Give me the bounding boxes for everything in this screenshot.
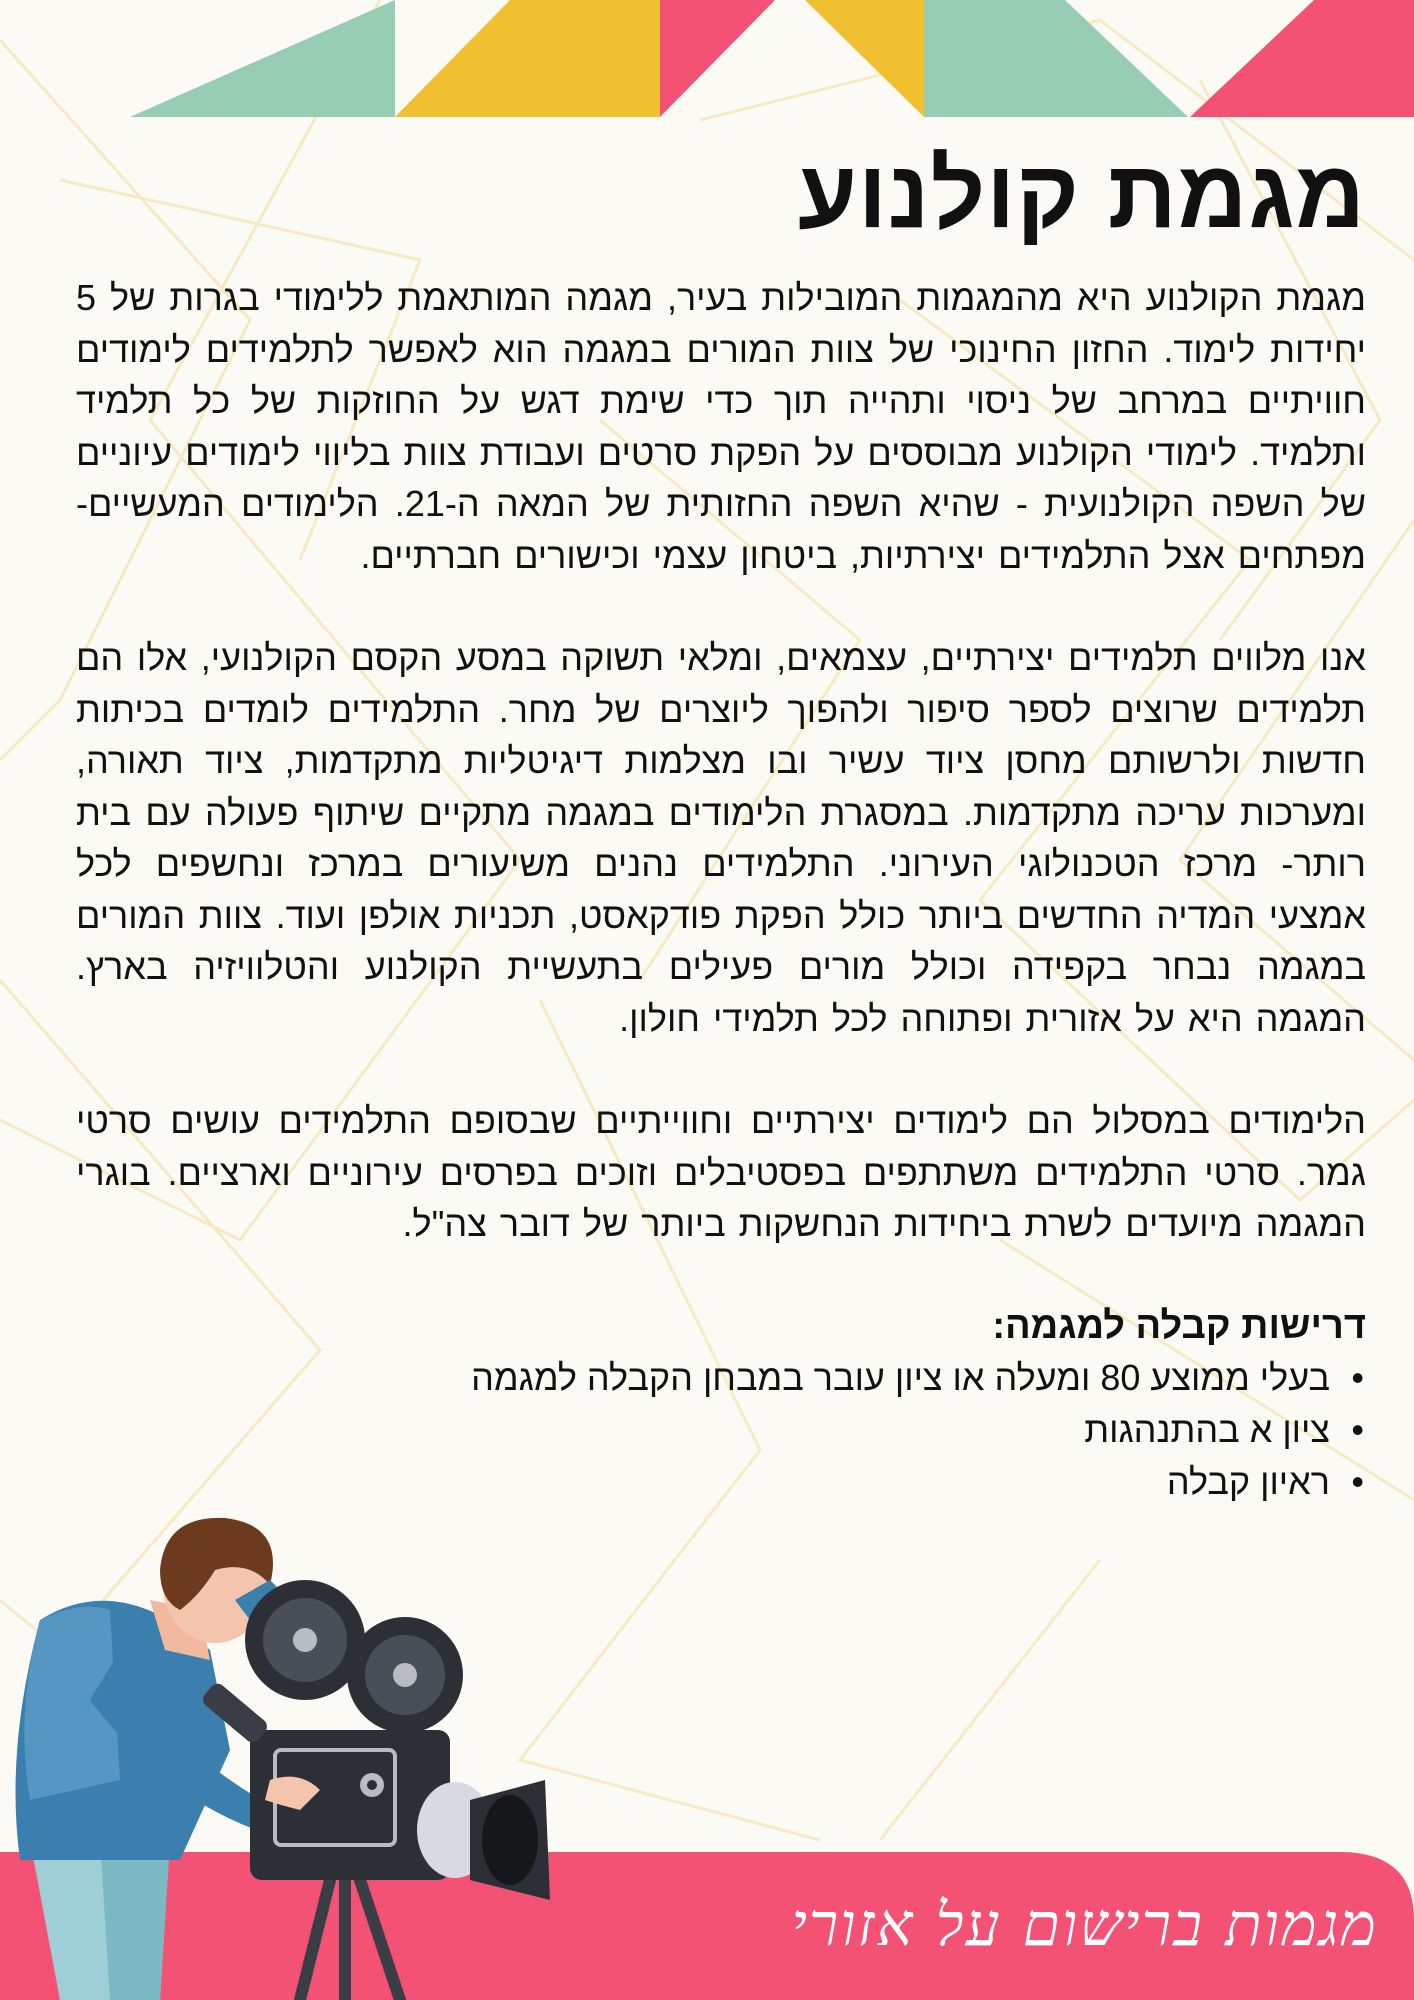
requirements-heading: דרישות קבלה למגמה: [992,1304,1366,1347]
requirement-text: בעלי ממוצע 80 ומעלה או ציון עובר במבחן הקבלה למגמה [471,1356,1330,1398]
page-title: מגמת קולנוע [797,141,1366,248]
bullet-icon: • [1351,1460,1364,1502]
paragraph-outcomes: הלימודים במסלול הם לימודים יצירתיים וחווייתיים שבסופם התלמידים עושים סרטי גמר. סרטי התלמידים משתתפים בפסטיבלים וזוכים בפרסים עירוניים וארציים. בוגרי המגמה מיועדים לשרת ביחידות הנחשקות ביותר של דובר צה"ל. [76,1100,1366,1245]
bullet-icon: • [1351,1356,1364,1398]
paragraph-intro: מגמת הקולנוע היא מהמגמות המובילות בעיר, מגמה המותאמת ללימודי בגרות של 5 יחידות לימוד. החזון החינוכי של צוות המורים במגמה הוא לאפשר לתלמידים לימודים חוויתיים במרחב של ניסוי ותהייה תוך כדי שימת דגש על החוזקות של כל תלמיד ותלמיד. לימודי הקולנוע מבוססים על הפקת סרטים ועבודת צוות בליווי לימודים עיוניים של השפה הקולנועית - שהיא השפה החזותית של המאה ה-21. הלימודים המעשיים- מפתחים אצל התלמידים יצירתיות, ביטחון עצמי וכישורים חברתיים. [76,277,1366,576]
requirement-text: ציון א בהתנהגות [1084,1408,1330,1450]
bullet-icon: • [1351,1408,1364,1450]
triangle-pattern-banner [0,0,1414,120]
footer-tagline: מגמות ברישום על אזורי [791,1890,1378,1960]
cameraman-with-film-camera-illustration [0,1500,600,2000]
list-item [76,1404,1366,1456]
requirement-text: ראיון קבלה [1166,1460,1330,1502]
main-content [76,140,1366,1508]
requirements-list [76,1352,1366,1508]
paragraph-program: אנו מלווים תלמידים יצירתיים, עצמאים, ומלאי תשוקה במסע הקסם הקולנועי, אלו הם תלמידים שרוצים לספר סיפור ולהפוך ליוצרים של מחר. התלמידים לומדים בכיתות חדשות ולרשותם מחסן ציוד עשיר ובו מצלמות דיגיטליות מתקדמות, ציוד תאורה, ומערכות עריכה מתקדמות. במסגרת הלימודים במגמה מתקיים שיתוף פעולה עם בית רותר- מרכז הטכנולוגי העירוני. התלמידים נהנים משיעורים במרכז ונחשפים לכל אמצעי המדיה החדשים ביותר כולל הפקת פודקאסט, תכניות אולפן ועוד. צוות המורים במגמה נבחר בקפידה וכולל מורים פעילים בתעשיית הקולנוע והטלוויזיה בארץ. המגמה היא על אזורית ופתוחה לכל תלמידי חולון. [76,637,1366,1039]
list-item [76,1352,1366,1404]
admission-requirements [76,1300,1366,1508]
